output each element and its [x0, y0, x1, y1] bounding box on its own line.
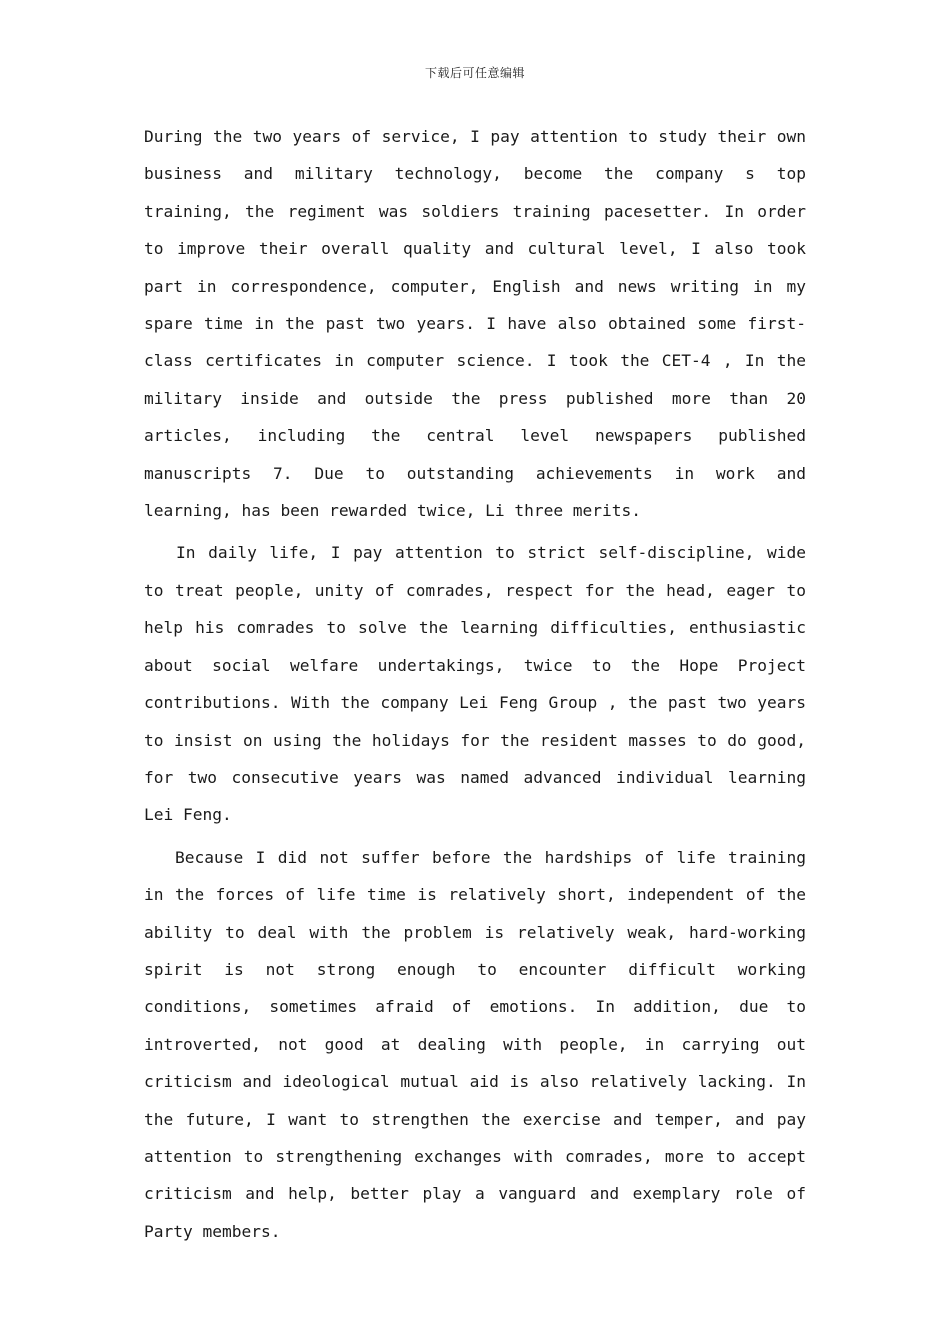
- paragraph-daily-life: In daily life, I pay attention to strict self-discipline, wide to treat people, unity of comrades, respect for the head, eager to help his comrades to solve the learning difficulties, enthusiastic about social welfare undertakings, twice to the Hope Project contributions. With the company Lei Feng Group , the past two years to insist on using the holidays for the resident masses to do good, for two consecutive years was named advanced individual learning Lei Feng.: [144, 543, 806, 825]
- document-body: [144, 118, 806, 1255]
- paragraph-service: During the two years of service, I pay attention to study their own business and military technology, become the company s top training, the regiment was soldiers training pacesetter. In order to improve their overall quality and cultural level, I also took part in correspondence, computer, English and news writing in my spare time in the past two years. I have also obtained some first-class certificates in computer science. I took the CET-4 , In the military inside and outside the press published more than 20 articles, including the central level newspapers published manuscripts 7. Due to outstanding achievements in work and learning, has been rewarded twice, Li three merits.: [144, 127, 806, 521]
- header-note: 下载后可任意编辑: [424, 66, 525, 80]
- paragraph-shortcomings: Because I did not suffer before the hardships of life training in the forces of life time is relatively short, independent of the ability to deal with the problem is relatively weak, hard-working spirit is not strong enough to encounter difficult working conditions, sometimes afraid of emotions. In addition, due to introverted, not good at dealing with people, in carrying out criticism and ideological mutual aid is also relatively lacking. In the future, I want to strengthen the exercise and temper, and pay attention to strengthening exchanges with comrades, more to accept criticism and help, better play a vanguard and exemplary role of Party members.: [144, 847, 806, 1241]
